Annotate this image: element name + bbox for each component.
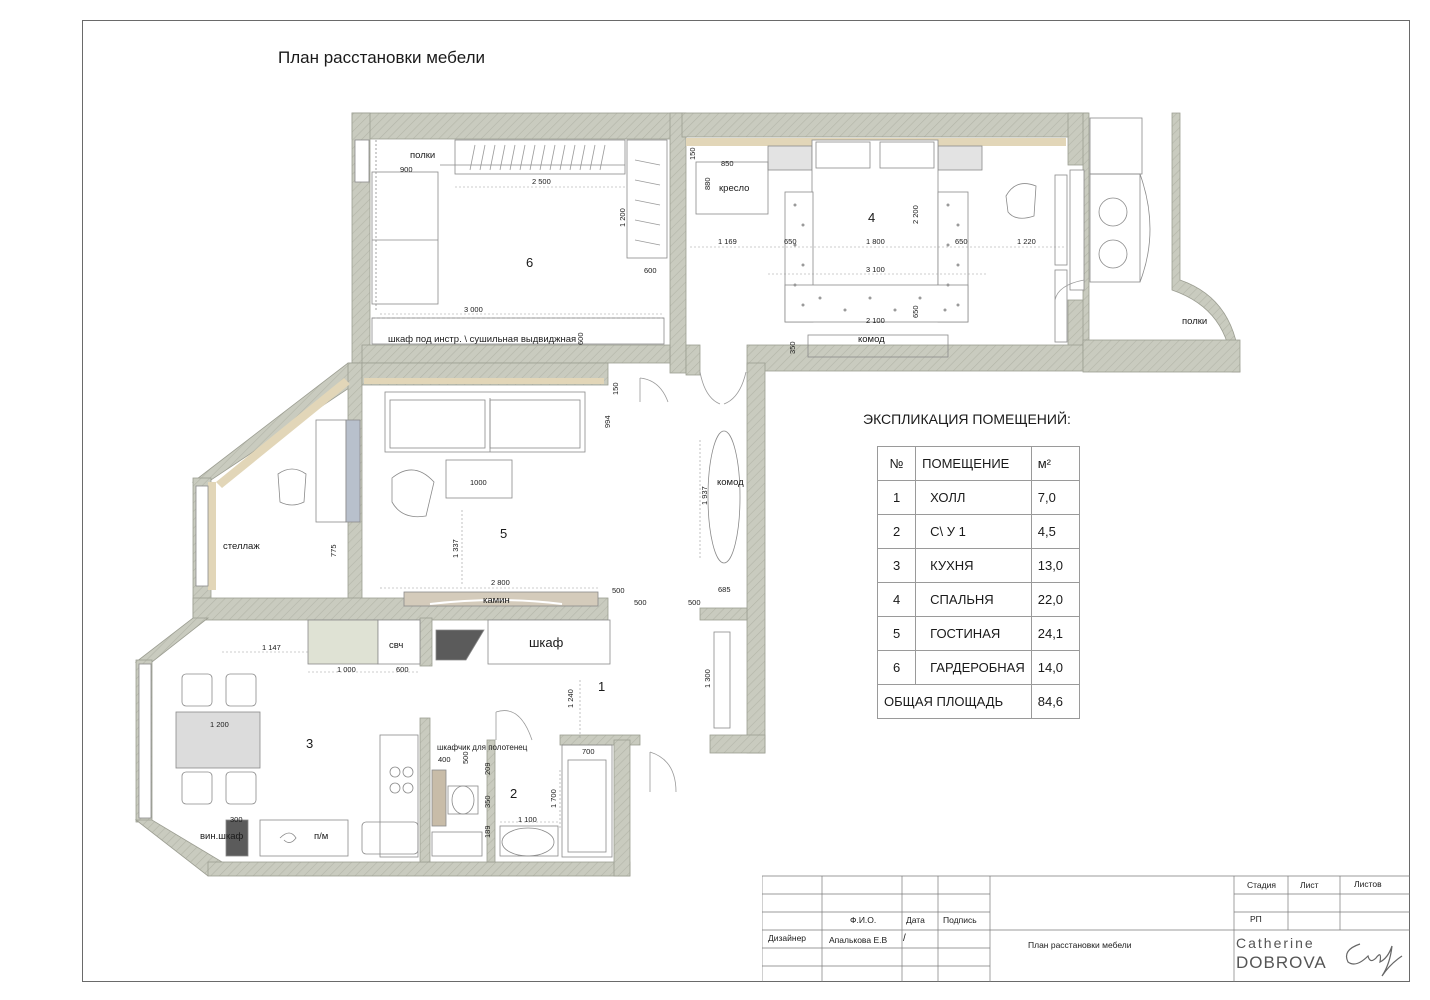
hanger-rail <box>470 145 660 245</box>
dim-600b: 600 <box>576 332 585 345</box>
table-row <box>878 549 1080 583</box>
label-pm: п/м <box>314 831 329 842</box>
row-area: 7,0 <box>1031 481 1079 515</box>
dim-1147: 1 147 <box>262 643 281 652</box>
label-polki-top: полки <box>410 150 436 161</box>
dim-775: 775 <box>329 544 338 557</box>
stamp-podpis: Подпись <box>943 915 977 925</box>
stamp-sheet-title: План расстановки мебели <box>1028 940 1132 950</box>
stamp-rp: РП <box>1250 914 1262 924</box>
room-number-3: 3 <box>306 736 314 751</box>
header-num: № <box>878 447 916 481</box>
dim-400: 400 <box>438 755 451 764</box>
label-stellazh: стеллаж <box>223 541 260 552</box>
dim-1200b: 1 200 <box>210 720 229 729</box>
kitchen-furniture <box>176 620 730 857</box>
sheet-title: План расстановки мебели <box>278 48 485 67</box>
row-room: ГОСТИНАЯ <box>916 617 1032 651</box>
row-num: 5 <box>878 617 916 651</box>
dim-3000: 3 000 <box>464 305 483 314</box>
dim-500b: 500 <box>634 598 647 607</box>
dim-900: 900 <box>400 165 413 174</box>
row-area: 4,5 <box>1031 515 1079 549</box>
wardrobe-furniture <box>372 140 667 344</box>
dim-700: 700 <box>582 747 595 756</box>
row-num: 4 <box>878 583 916 617</box>
row-area: 24,1 <box>1031 617 1079 651</box>
table-row <box>878 481 1080 515</box>
dim-500a: 500 <box>612 586 625 595</box>
row-area: 22,0 <box>1031 583 1079 617</box>
dim-850: 850 <box>721 159 734 168</box>
dim-650a: 650 <box>784 237 797 246</box>
dim-2200: 2 200 <box>911 205 920 224</box>
dim-1700: 1 700 <box>549 789 558 808</box>
dim-685: 685 <box>718 585 731 594</box>
table-row <box>878 651 1080 685</box>
dim-1300: 1 300 <box>703 669 712 688</box>
label-kreslo: кресло <box>719 183 750 194</box>
label-shkafchik: шкафчик для полотенец <box>437 743 528 752</box>
room-number-1: 1 <box>598 679 606 694</box>
stamp-list: Лист <box>1300 880 1319 890</box>
dim-880: 880 <box>703 177 712 190</box>
table-row <box>878 617 1080 651</box>
dim-650c: 650 <box>911 305 920 318</box>
table-row <box>878 583 1080 617</box>
room-number-6: 6 <box>526 255 534 270</box>
balcony-furniture <box>1090 174 1150 282</box>
stamp-stadiya: Стадия <box>1247 880 1276 890</box>
label-shkaf: шкаф <box>529 635 564 650</box>
explication-table <box>877 446 1080 719</box>
total-label: ОБЩАЯ ПЛОЩАДЬ <box>878 685 1032 719</box>
dim-2100: 2 100 <box>866 316 885 325</box>
table-row <box>878 515 1080 549</box>
header-room: ПОМЕЩЕНИЕ <box>916 447 1032 481</box>
row-num: 6 <box>878 651 916 685</box>
row-room: ГАРДЕРОБНАЯ <box>916 651 1032 685</box>
dim-500c: 500 <box>688 598 701 607</box>
label-polki-balcony: полки <box>1182 316 1208 327</box>
table-row-total <box>878 685 1080 719</box>
row-num: 1 <box>878 481 916 515</box>
row-room: ХОЛЛ <box>916 481 1032 515</box>
stamp-designer: Дизайнер <box>768 933 807 943</box>
dim-150a: 150 <box>688 147 697 160</box>
dim-2800: 2 800 <box>491 578 510 587</box>
stamp-data: Дата <box>906 915 925 925</box>
dim-1337: 1 337 <box>451 539 460 558</box>
row-num: 3 <box>878 549 916 583</box>
label-komod-hall: комод <box>717 477 744 488</box>
room-number-2: 2 <box>510 786 518 801</box>
row-num: 2 <box>878 515 916 549</box>
header-area: м² <box>1031 447 1079 481</box>
dim-150b: 150 <box>611 382 620 395</box>
row-area: 13,0 <box>1031 549 1079 583</box>
dim-209: 209 <box>483 762 492 775</box>
dim-500d: 500 <box>461 751 470 764</box>
stamp-designer-name: Апалькова Е.В <box>829 935 888 945</box>
logo-top: Catherine <box>1236 935 1315 951</box>
stamp-fio: Ф.И.О. <box>850 915 877 925</box>
dim-1200a: 1 200 <box>618 208 627 227</box>
dim-1800: 1 800 <box>866 237 885 246</box>
dim-189: 189 <box>483 825 492 838</box>
total-area: 84,6 <box>1031 685 1079 719</box>
dim-1000b: 1 000 <box>337 665 356 674</box>
dim-2500: 2 500 <box>532 177 551 186</box>
room-number-4: 4 <box>868 210 876 225</box>
dim-600c: 600 <box>396 665 409 674</box>
row-room: С\ У 1 <box>916 515 1032 549</box>
dim-994: 994 <box>603 415 612 428</box>
row-room: КУХНЯ <box>916 549 1032 583</box>
dim-1937: 1 937 <box>700 486 709 505</box>
dim-300: 300 <box>230 815 243 824</box>
label-vin-shkaf: вин.шкаф <box>200 831 244 842</box>
stamp-slash: / <box>903 933 906 944</box>
bathroom-fixtures <box>432 745 612 857</box>
label-kamin: камин <box>483 595 510 606</box>
logo-bottom: DOBROVA <box>1236 953 1327 972</box>
dim-650b: 650 <box>955 237 968 246</box>
dim-1240: 1 240 <box>566 689 575 708</box>
stamp-listov: Листов <box>1354 879 1382 889</box>
dim-1000a: 1000 <box>470 478 487 487</box>
row-room: СПАЛЬНЯ <box>916 583 1032 617</box>
dim-1220: 1 220 <box>1017 237 1036 246</box>
label-svch: свч <box>389 640 404 651</box>
room-number-5: 5 <box>500 526 508 541</box>
explication-title: ЭКСПЛИКАЦИЯ ПОМЕЩЕНИЙ: <box>863 411 1071 427</box>
label-shkaf-instr: шкаф под инстр. \ сушильная выдвиджная <box>388 334 577 345</box>
dim-350b: 350 <box>483 795 492 808</box>
living-furniture <box>278 392 740 606</box>
row-area: 14,0 <box>1031 651 1079 685</box>
label-komod-bedroom: комод <box>858 334 885 345</box>
dim-600a: 600 <box>644 266 657 275</box>
dim-1169: 1 169 <box>718 237 737 246</box>
dim-3100: 3 100 <box>866 265 885 274</box>
dim-1100: 1 100 <box>518 815 537 824</box>
table-row <box>878 447 1080 481</box>
dim-350a: 350 <box>788 341 797 354</box>
